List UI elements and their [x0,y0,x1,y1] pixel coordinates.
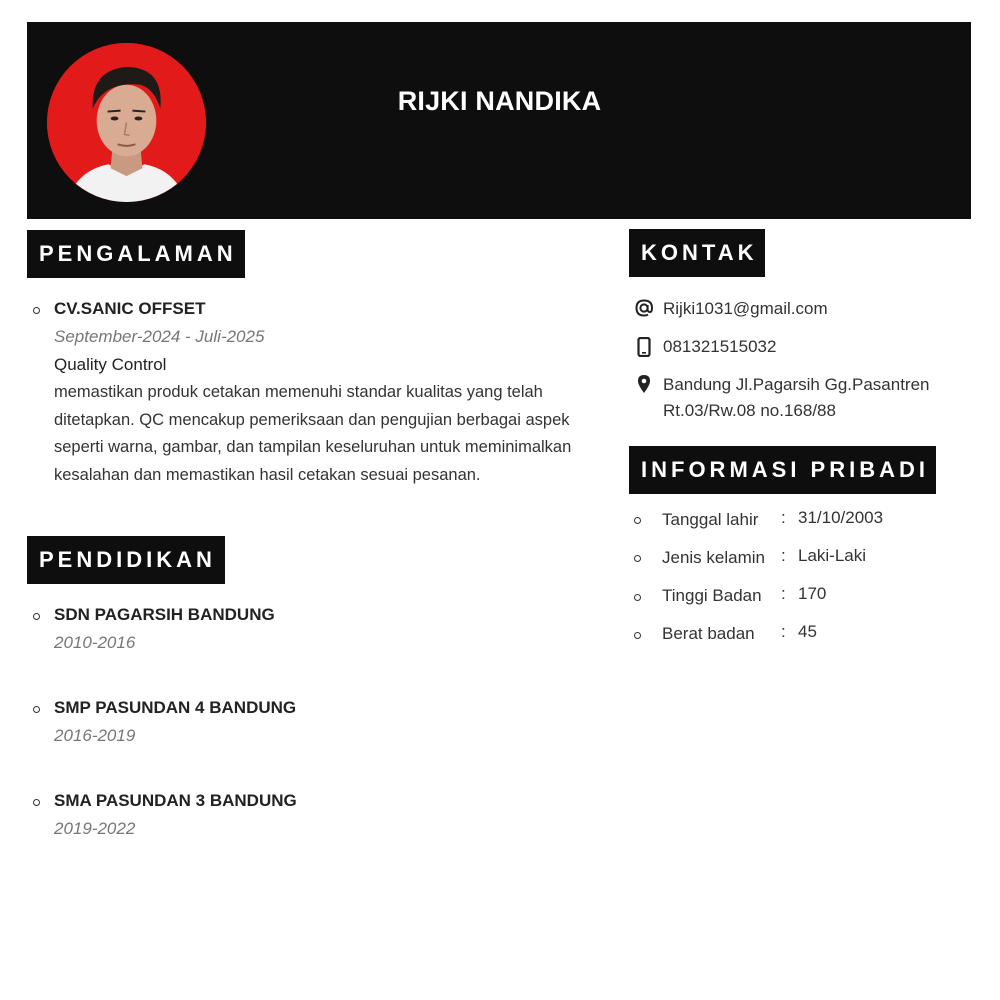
phone-icon [634,337,654,357]
list-bullet [33,307,40,314]
location-pin-icon [634,374,654,394]
list-bullet [634,594,641,601]
info-value: 31/10/2003 [798,508,884,527]
education-years: 2016-2019 [54,726,136,745]
experience-role: Quality Control [54,355,167,374]
list-bullet [33,613,40,620]
person-name: RIJKI NANDIKA [397,86,602,116]
section-title-contact: KONTAK [629,229,765,277]
info-value: Laki-Laki [798,546,867,565]
education-school: SMA PASUNDAN 3 BANDUNG [54,791,297,810]
list-bullet [634,517,641,524]
info-label: Tanggal lahir [662,510,759,529]
contact-email: Rijki1031@gmail.com [663,299,828,318]
info-separator: : [781,508,786,527]
list-bullet [33,799,40,806]
section-title-personal-info: INFORMASI PRIBADI [629,446,936,494]
education-years: 2010-2016 [54,633,136,652]
info-label: Tinggi Badan [662,586,762,605]
info-value: 45 [798,622,817,641]
education-years: 2019-2022 [54,819,136,838]
experience-dates: September-2024 - Juli-2025 [54,327,265,346]
info-label: Jenis kelamin [662,548,765,567]
list-bullet [33,706,40,713]
at-sign-icon [634,298,654,318]
info-separator: : [781,622,786,641]
section-title-education: PENDIDIKAN [27,536,225,584]
contact-address: Bandung Jl.Pagarsih Gg.Pasantren Rt.03/Rw.08 no.168/88 [663,375,930,420]
experience-description: memastikan produk cetakan memenuhi standar kualitas yang telah ditetapkan. QC mencakup pemeriksaan dan pengujian berbagai aspek seperti warna, gambar, dan tampilan keseluruhan untuk meminimalkan kesalahan dan memastikan hasil cetakan sesuai pesanan. [54,383,572,484]
info-label: Berat badan [662,624,755,643]
info-separator: : [781,546,786,565]
list-bullet [634,555,641,562]
contact-phone: 081321515032 [663,337,777,356]
info-value: 170 [798,584,827,603]
section-title-experience: PENGALAMAN [27,230,245,278]
experience-company: CV.SANIC OFFSET [54,299,206,318]
avatar [47,43,206,202]
info-separator: : [781,584,786,603]
education-school: SMP PASUNDAN 4 BANDUNG [54,698,297,717]
list-bullet [634,632,641,639]
education-school: SDN PAGARSIH BANDUNG [54,605,275,624]
profile-photo [47,43,206,202]
header-banner [27,22,971,219]
